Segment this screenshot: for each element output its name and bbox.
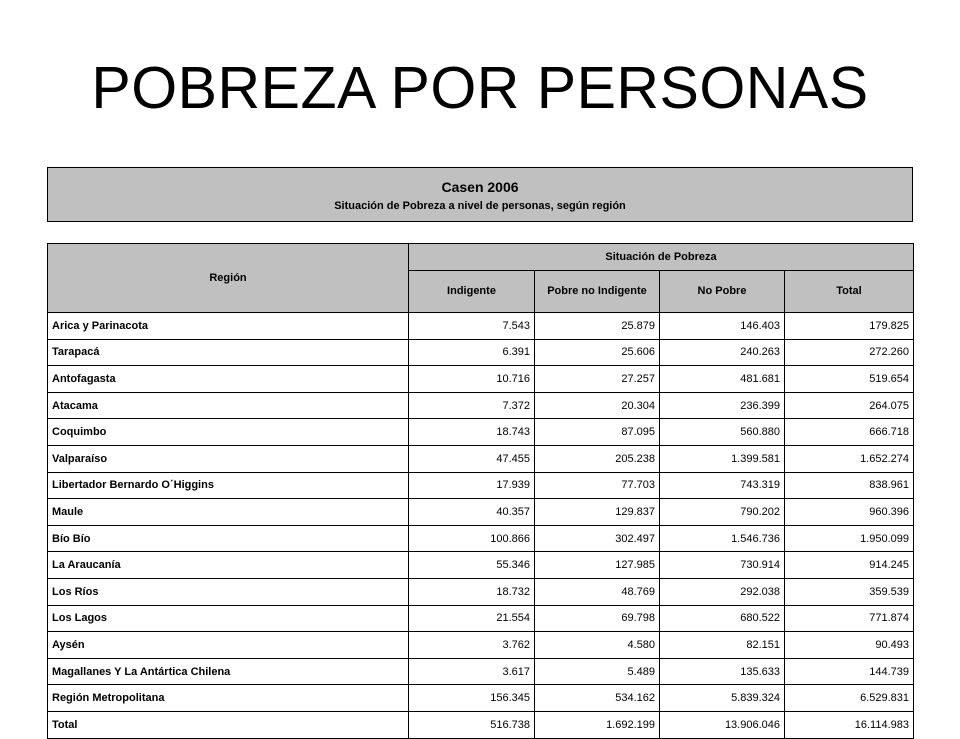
cell-total: 179.825 — [785, 313, 914, 340]
table-row — [48, 632, 914, 659]
cell-total: 914.245 — [785, 552, 914, 579]
table-row — [48, 658, 914, 685]
cell-pobre: 20.304 — [535, 392, 660, 419]
cell-pobre: 77.703 — [535, 472, 660, 499]
cell-nopobre: 240.263 — [660, 339, 785, 366]
poverty-table — [47, 243, 914, 739]
cell-region: Antofagasta — [48, 366, 409, 393]
cell-region: Total — [48, 711, 409, 738]
cell-indigente: 40.357 — [409, 499, 535, 526]
cell-region: Valparaíso — [48, 445, 409, 472]
cell-indigente: 3.762 — [409, 632, 535, 659]
table-row — [48, 313, 914, 340]
table-row — [48, 685, 914, 712]
table-row — [48, 472, 914, 499]
cell-pobre: 302.497 — [535, 525, 660, 552]
cell-region: Libertador Bernardo O´Higgins — [48, 472, 409, 499]
table-row — [48, 578, 914, 605]
header-pobre-no-indigente: Pobre no Indigente — [535, 271, 660, 313]
cell-indigente: 100.866 — [409, 525, 535, 552]
cell-indigente: 47.455 — [409, 445, 535, 472]
table-row — [48, 605, 914, 632]
cell-total: 90.493 — [785, 632, 914, 659]
cell-indigente: 516.738 — [409, 711, 535, 738]
cell-total: 960.396 — [785, 499, 914, 526]
cell-indigente: 7.372 — [409, 392, 535, 419]
header-region: Región — [48, 244, 409, 313]
table-row — [48, 419, 914, 446]
header-total: Total — [785, 271, 914, 313]
cell-nopobre: 1.546.736 — [660, 525, 785, 552]
table-row — [48, 499, 914, 526]
cell-nopobre: 13.906.046 — [660, 711, 785, 738]
cell-total: 144.739 — [785, 658, 914, 685]
cell-indigente: 7.543 — [409, 313, 535, 340]
cell-total: 666.718 — [785, 419, 914, 446]
cell-nopobre: 790.202 — [660, 499, 785, 526]
header-poverty-situation: Situación de Pobreza — [409, 244, 914, 271]
cell-total: 272.260 — [785, 339, 914, 366]
cell-total: 771.874 — [785, 605, 914, 632]
cell-region: La Araucanía — [48, 552, 409, 579]
table-row — [48, 392, 914, 419]
cell-region: Región Metropolitana — [48, 685, 409, 712]
caption-subtitle: Situación de Pobreza a nivel de personas, según región — [334, 200, 626, 212]
cell-nopobre: 292.038 — [660, 578, 785, 605]
cell-pobre: 25.606 — [535, 339, 660, 366]
cell-pobre: 87.095 — [535, 419, 660, 446]
cell-indigente: 18.743 — [409, 419, 535, 446]
cell-pobre: 205.238 — [535, 445, 660, 472]
cell-total: 1.652.274 — [785, 445, 914, 472]
cell-nopobre: 743.319 — [660, 472, 785, 499]
cell-region: Los Lagos — [48, 605, 409, 632]
cell-nopobre: 680.522 — [660, 605, 785, 632]
cell-indigente: 6.391 — [409, 339, 535, 366]
cell-total: 359.539 — [785, 578, 914, 605]
table-row — [48, 339, 914, 366]
cell-pobre: 69.798 — [535, 605, 660, 632]
cell-pobre: 25.879 — [535, 313, 660, 340]
table-body — [48, 313, 914, 739]
cell-region: Atacama — [48, 392, 409, 419]
cell-total: 838.961 — [785, 472, 914, 499]
cell-indigente: 156.345 — [409, 685, 535, 712]
cell-region: Bío Bío — [48, 525, 409, 552]
cell-nopobre: 135.633 — [660, 658, 785, 685]
table-row — [48, 525, 914, 552]
cell-region: Coquimbo — [48, 419, 409, 446]
cell-region: Arica y Parinacota — [48, 313, 409, 340]
cell-pobre: 5.489 — [535, 658, 660, 685]
cell-pobre: 4.580 — [535, 632, 660, 659]
table-row — [48, 366, 914, 393]
cell-region: Los Ríos — [48, 578, 409, 605]
cell-total: 519.654 — [785, 366, 914, 393]
cell-nopobre: 730.914 — [660, 552, 785, 579]
cell-pobre: 27.257 — [535, 366, 660, 393]
cell-total: 1.950.099 — [785, 525, 914, 552]
table-row — [48, 445, 914, 472]
cell-total: 6.529.831 — [785, 685, 914, 712]
cell-nopobre: 5.839.324 — [660, 685, 785, 712]
cell-pobre: 129.837 — [535, 499, 660, 526]
cell-indigente: 21.554 — [409, 605, 535, 632]
header-indigente: Indigente — [409, 271, 535, 313]
cell-pobre: 127.985 — [535, 552, 660, 579]
cell-total: 16.114.983 — [785, 711, 914, 738]
cell-nopobre: 560.880 — [660, 419, 785, 446]
cell-nopobre: 236.399 — [660, 392, 785, 419]
cell-pobre: 534.162 — [535, 685, 660, 712]
cell-region: Maule — [48, 499, 409, 526]
cell-pobre: 48.769 — [535, 578, 660, 605]
cell-indigente: 18.732 — [409, 578, 535, 605]
cell-indigente: 3.617 — [409, 658, 535, 685]
cell-total: 264.075 — [785, 392, 914, 419]
cell-nopobre: 1.399.581 — [660, 445, 785, 472]
table-total-row — [48, 711, 914, 738]
table-row — [48, 552, 914, 579]
cell-nopobre: 146.403 — [660, 313, 785, 340]
caption-title: Casen 2006 — [441, 179, 519, 195]
slide-title: POBREZA POR PERSONAS — [91, 55, 869, 121]
cell-region: Tarapacá — [48, 339, 409, 366]
cell-indigente: 10.716 — [409, 366, 535, 393]
cell-nopobre: 82.151 — [660, 632, 785, 659]
header-no-pobre: No Pobre — [660, 271, 785, 313]
cell-nopobre: 481.681 — [660, 366, 785, 393]
cell-indigente: 55.346 — [409, 552, 535, 579]
table-caption-box — [47, 167, 913, 222]
cell-indigente: 17.939 — [409, 472, 535, 499]
cell-region: Aysén — [48, 632, 409, 659]
cell-pobre: 1.692.199 — [535, 711, 660, 738]
cell-region: Magallanes Y La Antártica Chilena — [48, 658, 409, 685]
